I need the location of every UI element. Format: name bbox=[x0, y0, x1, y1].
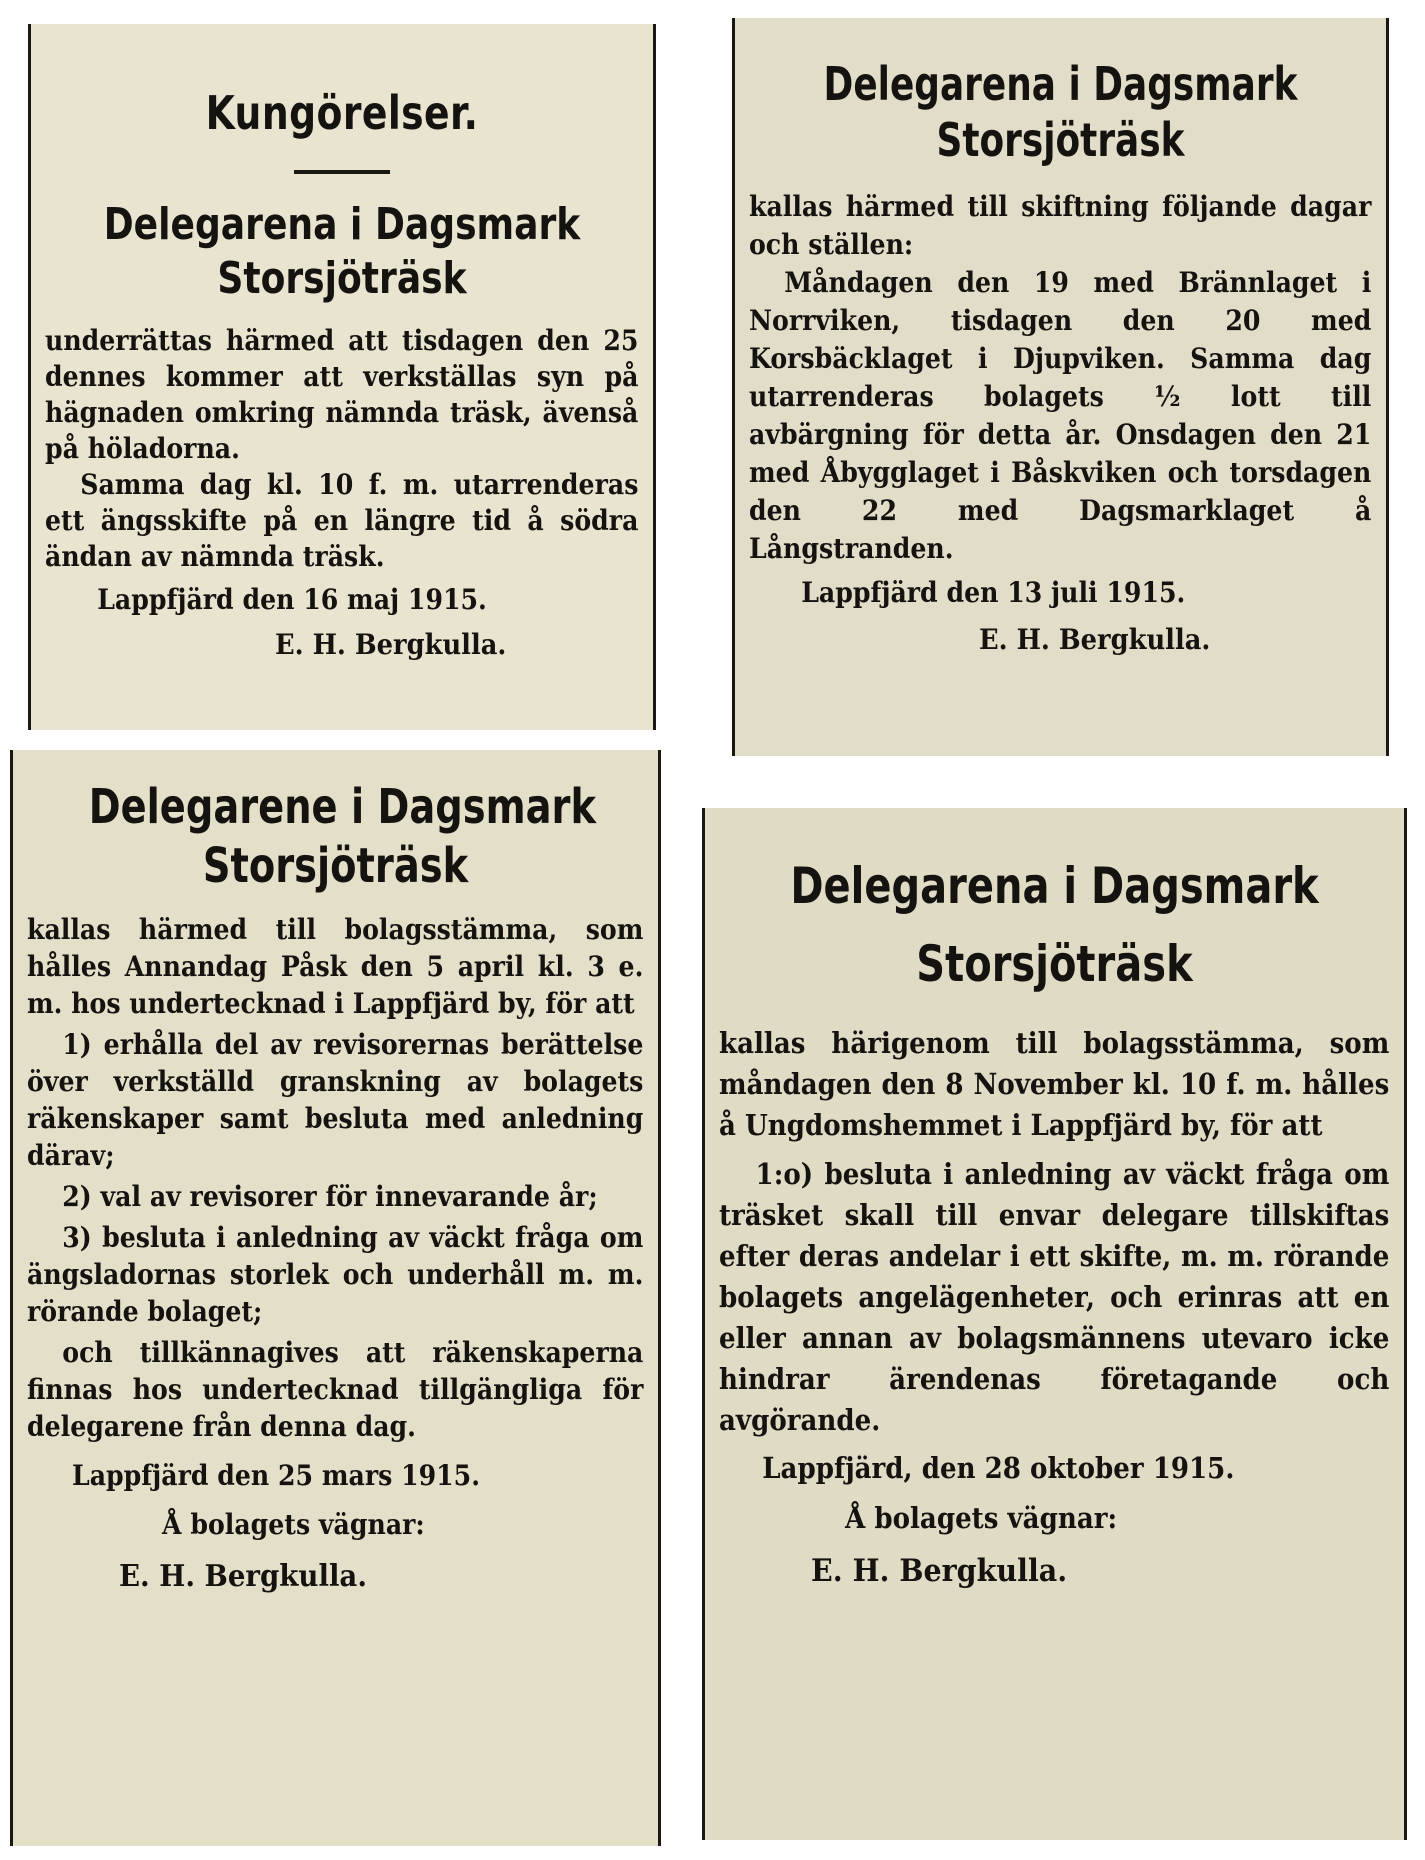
section-heading: Kungörelser. bbox=[205, 86, 479, 140]
place-date: Lappfjärd, den 28 oktober 1915. bbox=[762, 1451, 1235, 1485]
body-paragraph: och tillkännagives att räkenskaperna finnas hos undertecknad tillgängliga för delegarene från denna dag. bbox=[27, 1336, 644, 1444]
agenda-item: 2) val av revisorer för innevarande år; bbox=[62, 1180, 598, 1214]
heading-line-2: Storsjöträsk bbox=[202, 837, 469, 894]
heading-line-1: Delegarena i Dagsmark bbox=[790, 857, 1319, 915]
notice-body bbox=[719, 1023, 1389, 1441]
signature: E. H. Bergkulla. bbox=[275, 628, 507, 662]
body-paragraph: kallas härmed till bolagsstämma, som hålles Annandag Påsk den 5 april kl. 3 e. m. hos undertecknad i Lappfjärd by, för att bbox=[27, 913, 644, 1021]
place-date: Lappfjärd den 25 mars 1915. bbox=[72, 1459, 480, 1493]
signature: E. H. Bergkulla. bbox=[119, 1559, 367, 1595]
agenda-item: 1:o) besluta i anledning av väckt fråga om träsket skall till envar delegare tillskiftas efter deras andelar i ett skifte, m. m. rörande bolagets angelägenheter, och erinras att en eller annan av bolagsmännens utevaro icke hindrar ärendenas företagande och avgörande. bbox=[719, 1157, 1390, 1437]
notice-heading bbox=[98, 198, 585, 305]
notice-march-1915 bbox=[10, 750, 661, 1846]
body-paragraph: kallas härigenom till bolagsstämma, som måndagen den 8 November kl. 10 f. m. hålles å Ungdomshemmet i Lappfjärd by, för att bbox=[719, 1026, 1390, 1142]
notice-heading bbox=[88, 778, 597, 895]
on-behalf-line: Å bolagets vägnar: bbox=[162, 1508, 425, 1542]
notice-october-1915 bbox=[702, 808, 1407, 1840]
notice-heading bbox=[818, 56, 1304, 168]
notice-body bbox=[45, 323, 638, 575]
on-behalf-line: Å bolagets vägnar: bbox=[845, 1501, 1118, 1535]
heading-line-1: Delegarena i Dagsmark bbox=[103, 199, 581, 250]
heading-line-2: Storsjöträsk bbox=[936, 113, 1185, 168]
signature: E. H. Bergkulla. bbox=[811, 1553, 1068, 1589]
heading-line-1: Delegarena i Dagsmark bbox=[823, 57, 1298, 111]
notice-body bbox=[27, 911, 643, 1445]
heading-line-1: Delegarene i Dagsmark bbox=[88, 779, 597, 835]
notice-july-1915 bbox=[732, 18, 1389, 756]
place-date: Lappfjärd den 13 juli 1915. bbox=[801, 576, 1186, 610]
place-date: Lappfjärd den 16 maj 1915. bbox=[97, 583, 487, 617]
agenda-item: 3) besluta i anledning av väckt fråga om ängsladornas storlek och underhåll m. m. rörande bolaget; bbox=[27, 1221, 644, 1329]
heading-rule bbox=[294, 170, 390, 174]
body-paragraph: Samma dag kl. 10 f. m. utarrenderas ett ängsskifte på en längre tid å södra ändan av nämnda träsk. bbox=[45, 468, 639, 574]
signature: E. H. Bergkulla. bbox=[979, 623, 1211, 657]
agenda-item: 1) erhålla del av revisorernas berättelse över verkställd granskning av bolagets räkenskaper samt besluta med anledning därav; bbox=[27, 1028, 644, 1173]
notice-may-1915 bbox=[28, 24, 656, 730]
heading-line-2: Storsjöträsk bbox=[217, 252, 467, 304]
notice-body bbox=[749, 188, 1371, 568]
body-paragraph: underrättas härmed att tisdagen den 25 dennes kommer att verkställas syn på hägnaden omkring nämnda träsk, ävenså på höladorna. bbox=[45, 324, 639, 466]
body-paragraph: Måndagen den 19 med Brännlaget i Norrviken, tisdagen den 20 med Korsbäcklaget i Djupviken. Samma dag utarrenderas bolagets ½ lott till avbärgning för detta år. Onsdagen den 21 med Åbygglaget i Båskviken och torsdagen den 22 med Dagsmarklaget å Långstranden. bbox=[749, 266, 1372, 566]
body-paragraph: kallas härmed till skiftning följande dagar och ställen: bbox=[749, 190, 1372, 262]
notice-heading bbox=[786, 848, 1323, 1003]
heading-line-2: Storsjöträsk bbox=[916, 934, 1193, 993]
